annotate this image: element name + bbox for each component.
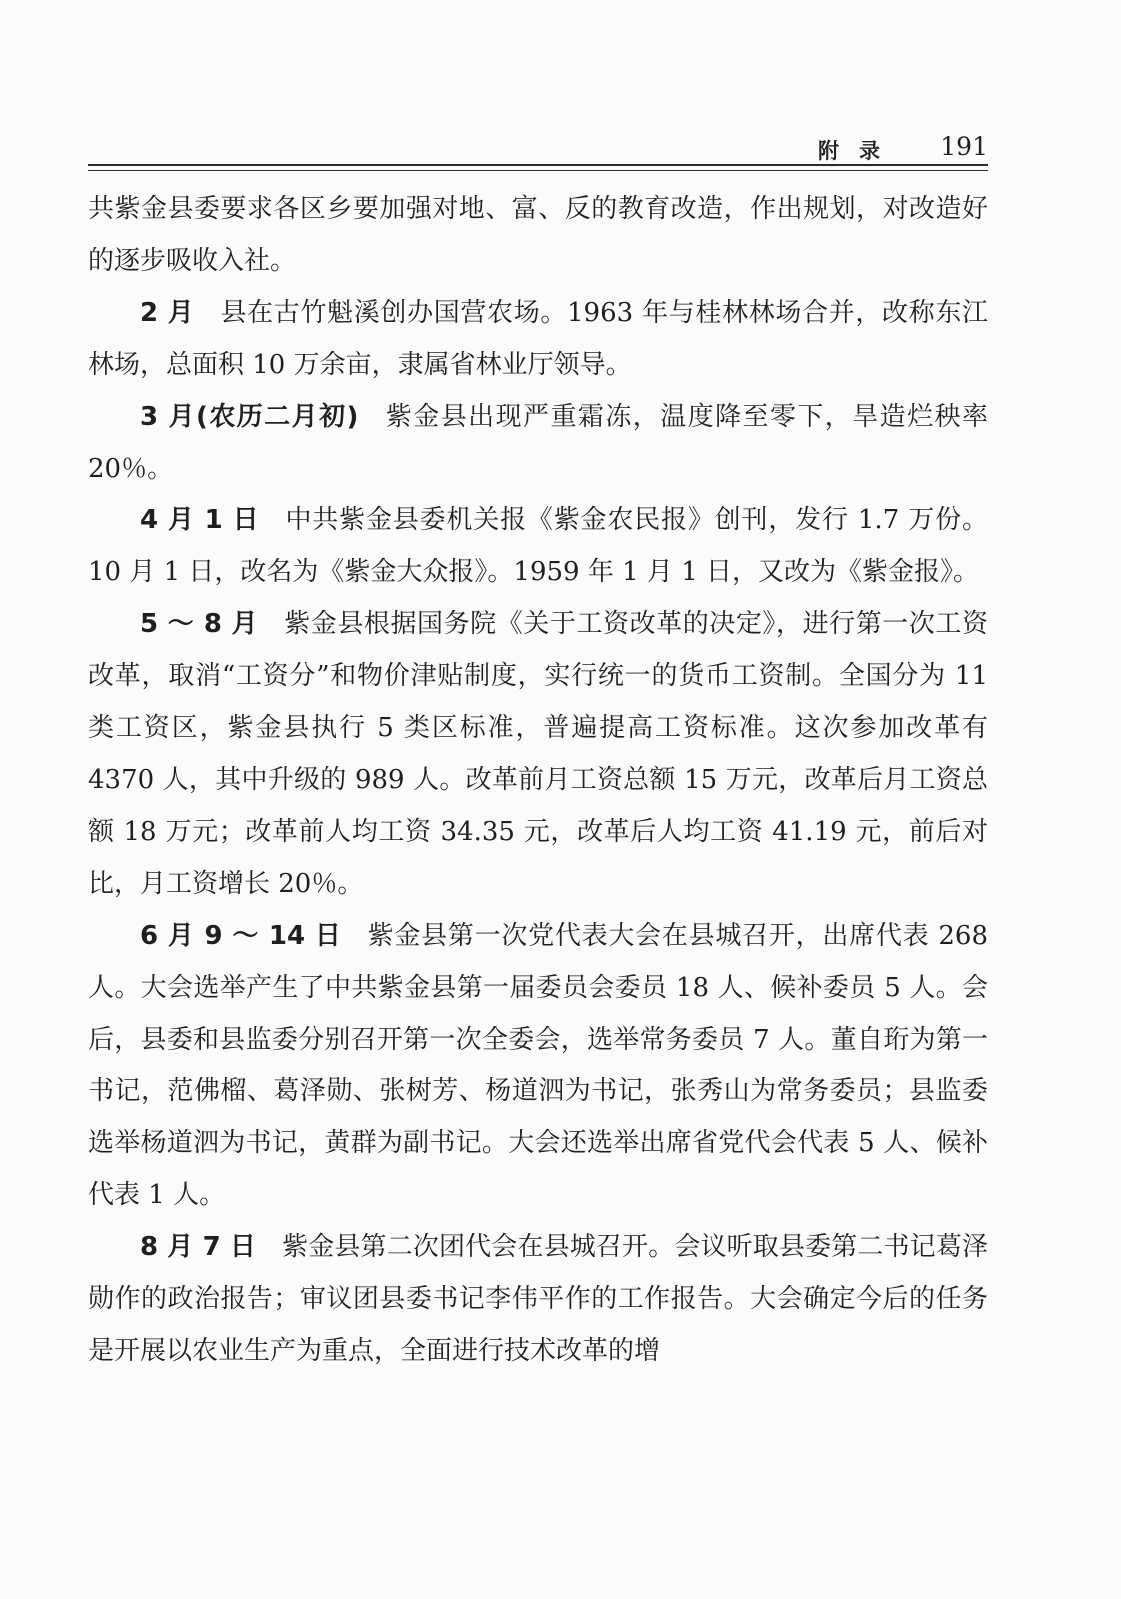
chronicle-entry: [88, 495, 988, 599]
chronicle-entry: [88, 288, 988, 392]
paragraph-text: 共紫金县委要求各区乡要加强对地、富、反的教育改造，作出规划，对改造好的逐步吸收入社。: [88, 194, 988, 276]
section-title: 附录: [818, 138, 900, 163]
header-rule-thin: [88, 170, 988, 171]
chronicle-entry: [88, 392, 988, 496]
entry-text: 紫金县根据国务院《关于工资改革的决定》，进行第一次工资改革，取消“工资分”和物价津贴制度，实行统一的货币工资制。全国分为 11 类工资区，紫金县执行 5 类区标准，普遍提高工资标准。这次参加改革有 4370 人，其中升级的 989 人。改革前月工资总额 15 万元，改革后月工资总额 18 万元；改革前人均工资 34.35 元，改革后人均工资 41.19 元，前后对比，月工资增长 20％。: [88, 609, 988, 899]
entry-date: 6 月 9 ～ 14 日: [140, 920, 342, 951]
chronicle-entry: [88, 911, 988, 1222]
entry-text: 紫金县第一次党代表大会在县城召开，出席代表 268 人。大会选举产生了中共紫金县第一届委员会委员 18 人、候补委员 5 人。会后，县委和县监委分别召开第一次全委会，选举常务委员 7 人。董自珩为第一书记，范佛榴、葛泽勋、张树芳、杨道泗为书记，张秀山为常务委员；县监委选举杨道泗为书记，黄群为副书记。大会还选举出席省党代会代表 5 人、候补代表 1 人。: [88, 920, 988, 1211]
entry-text: 中共紫金县委机关报《紫金农民报》创刊，发行 1.7 万份。10 月 1 日，改名为《紫金大众报》。1959 年 1 月 1 日，又改为《紫金报》。: [88, 505, 988, 588]
body-text: [88, 184, 988, 1378]
entry-date: 4 月 1 日: [140, 505, 260, 536]
entry-text: 紫金县第二次团代会在县城召开。会议听取县委第二书记葛泽勋作的政治报告；审议团县委书记李伟平作的工作报告。大会确定今后的任务是开展以农业生产为重点，全面进行技术改革的增: [88, 1232, 988, 1366]
page-number: 191: [940, 132, 988, 161]
entry-date: 8 月 7 日: [140, 1232, 257, 1263]
entry-date: 3 月(农历二月初): [140, 401, 359, 432]
header-rule-thick: [88, 164, 988, 166]
chronicle-entry: [88, 1222, 988, 1378]
entry-text: 县在古竹魁溪创办国营农场。1963 年与桂林林场合并，改称东江林场，总面积 10 万余亩，隶属省林业厅领导。: [88, 297, 988, 380]
entry-text: 紫金县出现严重霜冻，温度降至零下，旱造烂秧率 20％。: [88, 401, 988, 484]
paragraph-continuation: [88, 184, 988, 288]
running-head: [88, 127, 988, 167]
entry-date: 5 ～ 8 月: [140, 609, 259, 640]
entry-date: 2 月: [140, 297, 195, 328]
chronicle-entry: [88, 599, 988, 910]
